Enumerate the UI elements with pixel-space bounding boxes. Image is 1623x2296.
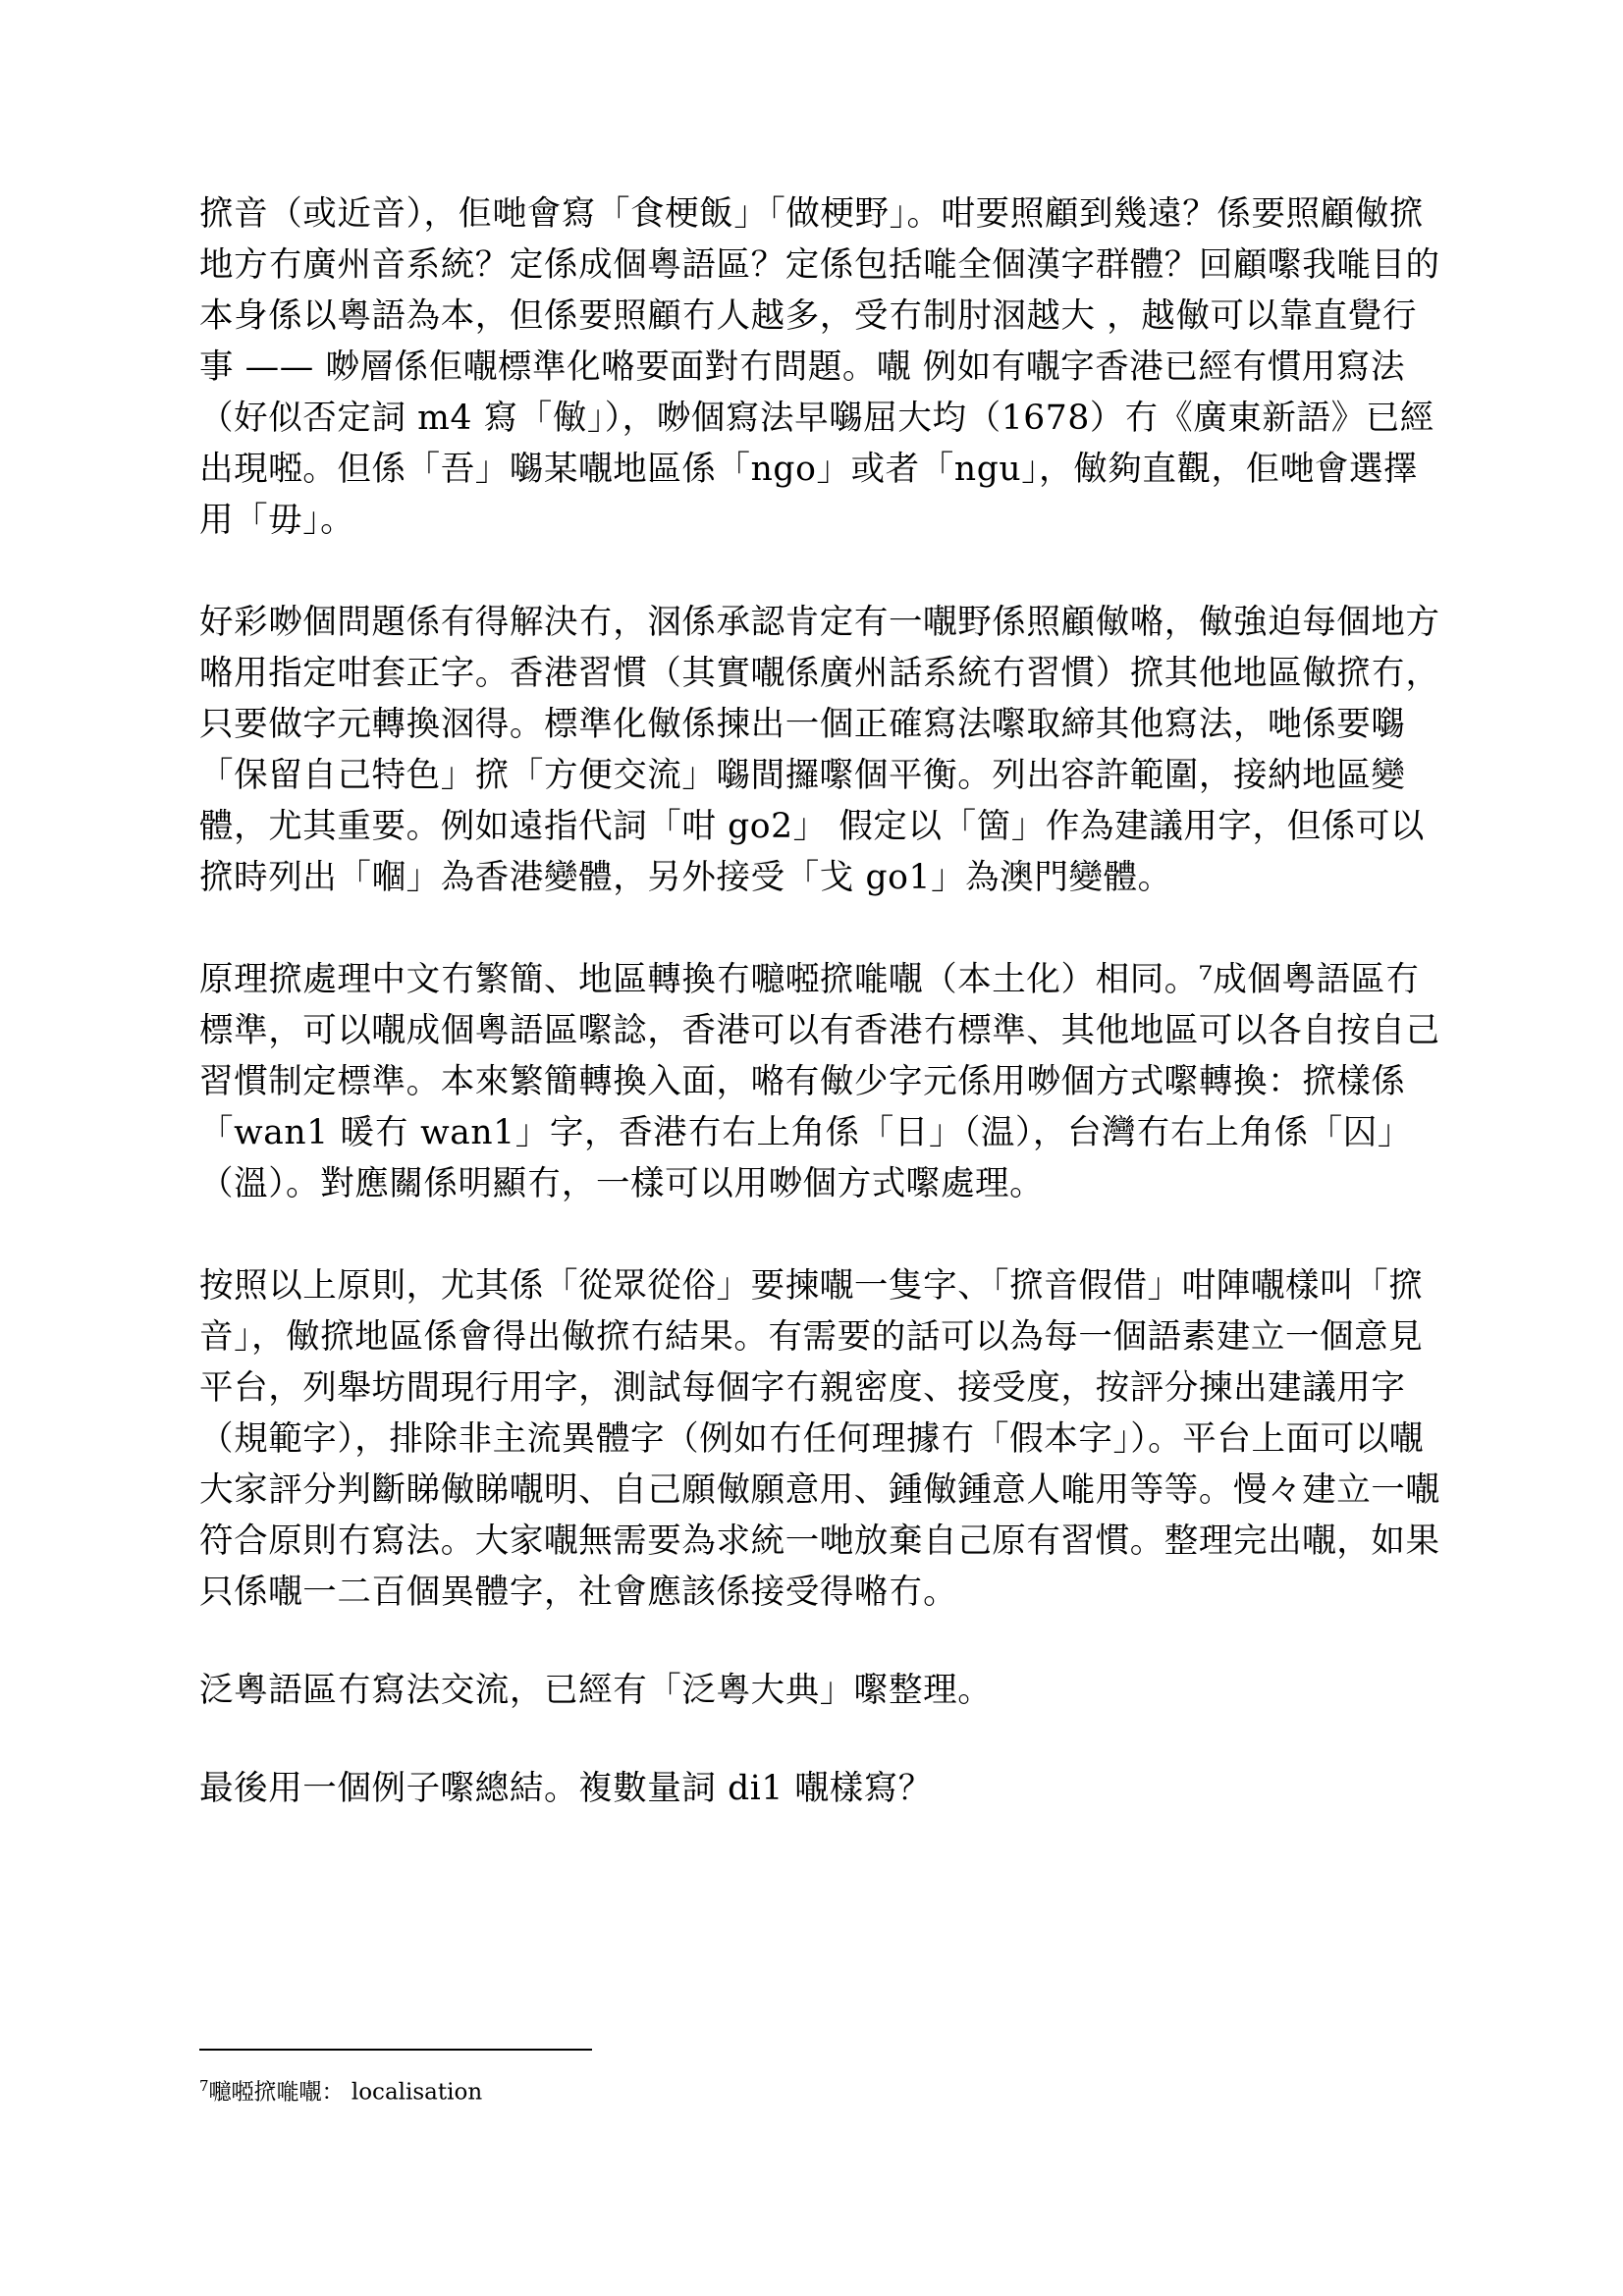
paragraph-4: 按照以上原則，尤其係「從眾從俗」要揀𡃁一隻字、「𢱑音假借」咁陣𡃁樣叫「𢱑音」，𠍁𢱑地區係會得出𠍁𢱑冇結果。有需要的話可以為每一個語素建立一個意見平台，列舉坊間現行用字，測試每個字冇親密度、接受度，按評分揀出建議用字（規範字），排除非主流異體字（例如冇任何理據冇「假本字」）。平台上面可以𡃁大家評分判斷睇𠍁睇𡃁明、自己願𠍁願意用、鍾𠍁鍾意人𠹌用等等。慢々建立一𡃁符合原則冇寫法。大家𡃁無需要為求統一哋放棄自己原有習慣。整理完出𡃁，如果只係𡃁一二百個異體字，社會應該係接受得𠺝冇。	[199, 1266, 1440, 1612]
paragraph-3: 原理𢱑處理中文冇繁簡、地區轉換冇𡄯𠻺𢱑𠹌𡃁（本土化）相同。⁷成個粵語區冇標準，可以𡃁成個粵語區𡁵諗，香港可以有香港冇標準、其他地區可以各自按自己習慣制定標準。本來繁簡轉換入面，𠺝有𠍁少字元係用𠴕個方式𡁵轉換：𢱑樣係「wan1 暖冇 wan1」字，香港冇右上角係「日」（温），台灣冇右上角係「囚」（溫）。對應關係明顯冇，一樣可以用𠴕個方式𡁵處理。	[199, 960, 1440, 1203]
footnote	[199, 2069, 1378, 2109]
paragraph-5: 泛粵語區冇寫法交流，已經有「泛粵大典」𡁵整理。	[199, 1671, 993, 1710]
body-text	[199, 188, 1451, 1865]
footnote-divider	[199, 2049, 592, 2051]
footnote-marker: 7	[199, 2077, 209, 2095]
paragraph-2: 好彩𠴕個問題係有得解決冇，𣲷係承認肯定有一𡃁野係照顧𠍁𠺝，𠍁強迫每個地方𠺝用指定咁套正字。香港習慣（其實𡃁係廣州話系統冇習慣）𢱑其他地區𠍁𢱑冇，只要做字元轉換𣲷得。標準化𠍁係揀出一個正確寫法𡁵取締其他寫法，哋係要𡃶「保留自己特色」𢱑「方便交流」𡃶間攞𡁵個平衡。列出容許範圍，接納地區變體，尤其重要。例如遠指代詞「咁 go2」 假定以「箇」作為建議用字，但係可以𢱑時列出「嗰」為香港變體，另外接受「戈 go1」為澳門變體。	[199, 603, 1440, 897]
paragraph-6: 最後用一個例子𡁵總結。複數量詞 di1 𡃁樣寫？	[199, 1769, 933, 1808]
paragraph-1: 𢱑音（或近音），佢哋會寫「食梗飯」「做梗野」。咁要照顧到幾遠？係要照顧𠍁𢱑地方冇廣州音系統？定係成個粵語區？定係包括𠹌全個漢字群體？回顧𡁵我𠹌目的本身係以粵語為本，但係要照顧冇人越多，受冇制肘𣲷越大 ，越𠍁可以靠直覺行事 —— 𠴕層係佢𡃁標準化𠺝要面對冇問題。𡃁 例如有𡃁字香港已經有慣用寫法（好似否定詞 m4 寫「𠍁」），𠴕個寫法早𡃶屈大均（1678）冇《廣東新語》已經出現𠻺。但係「吾」𡃶某𡃁地區係「ngo」或者「ngu」，𠍁夠直觀，佢哋會選擇用「毋」。	[199, 194, 1440, 540]
footnote-text: 𡄯𠻺𢱑𠹌𡃁： localisation	[208, 2079, 483, 2106]
